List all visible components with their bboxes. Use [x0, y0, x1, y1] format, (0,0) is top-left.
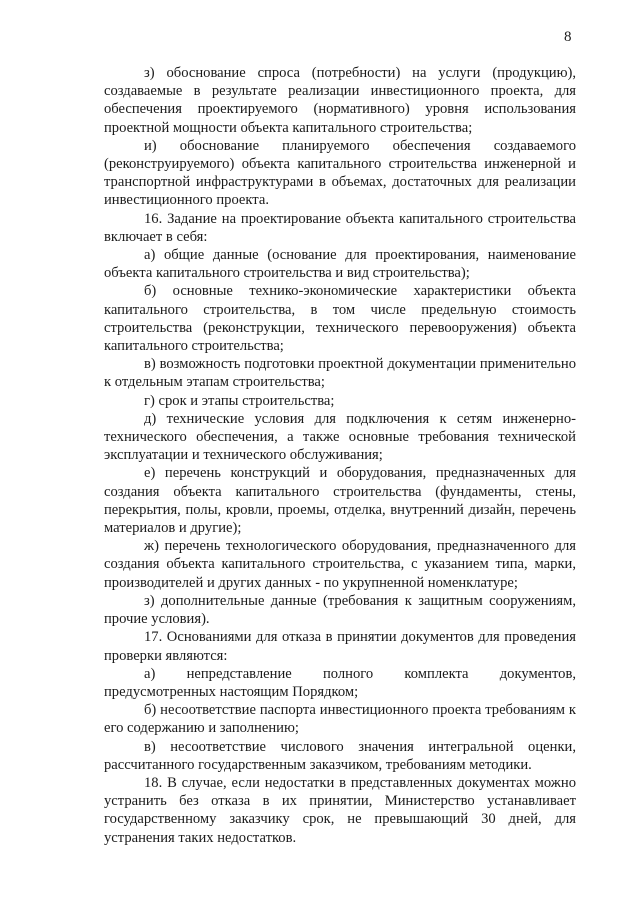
paragraph-v-stage-documentation: в) возможность подготовки проектной документации применительно к отдельным этапам строительства; [104, 356, 576, 391]
page-number: 8 [564, 29, 572, 45]
paragraph-e-structures-list: е) перечень конструкций и оборудования, предназначенных для создания объекта капитального строительства (фундаменты, стены, перекрытия, полы, кровли, проемы, отделка, внутренний дизайн, перечень материалов и другие); [104, 465, 576, 537]
paragraph-17-refusal-grounds: 17. Основаниями для отказа в принятии документов для проведения проверки являются: [104, 629, 576, 664]
paragraph-b-technical-characteristics: б) основные технико-экономические характеристики объекта капитального строительства, в том числе предельную стоимость строительства (реконструкции, технического перевооружения) объекта капитального строительства; [104, 283, 576, 355]
paragraph-z-demand-justification: з) обоснование спроса (потребности) на услуги (продукцию), создаваемые в результате реализации инвестиционного проекта, для обеспечения проектируемого (нормативного) уровня использования проектной мощности объекта капитального строительства; [104, 65, 576, 136]
paragraph-z-additional-data: з) дополнительные данные (требования к защитным сооружениям, прочие условия). [104, 592, 576, 628]
paragraph-v-integral-assessment: в) несоответствие числового значения интегральной оценки, рассчитанного государственным заказчиком, требованиям методики. [104, 738, 576, 773]
paragraph-a-general-data: а) общие данные (основание для проектирования, наименование объекта капитального строительства и вид строительства); [104, 247, 576, 282]
paragraph-16-design-assignment: 16. Задание на проектирование объекта капитального строительства включает в себя: [104, 210, 576, 245]
paragraph-18-deficiency-correction: 18. В случае, если недостатки в представленных документах можно устранить без отказа в их принятии, Министерство устанавливает государственному заказчику срок, не превышающий 30 дней, для устранения таких недостатков. [104, 774, 576, 846]
paragraph-zh-equipment-list: ж) перечень технологического оборудования, предназначенного для создания объекта капитального строительства, с указанием типа, марки, производителей и других данных - по укрупненной номенклатуре; [104, 538, 576, 591]
document-body [104, 64, 576, 847]
paragraph-d-technical-conditions: д) технические условия для подключения к сетям инженерно-технического обеспечения, а также основные требования технической эксплуатации и технического обслуживания; [104, 410, 576, 464]
paragraph-a-incomplete-documents: а) непредставление полного комплекта документов, предусмотренных настоящим Порядком; [104, 665, 576, 700]
paragraph-b-passport-mismatch: б) несоответствие паспорта инвестиционного проекта требованиям к его содержанию и заполнению; [104, 702, 576, 737]
paragraph-g-construction-terms: г) срок и этапы строительства; [144, 392, 335, 409]
paragraph-i-infrastructure-justification: и) обоснование планируемого обеспечения создаваемого (реконструируемого) объекта капитального строительства инженерной и транспортной инфраструктурами в объемах, достаточных для реализации инвестиционного проекта. [104, 137, 576, 209]
